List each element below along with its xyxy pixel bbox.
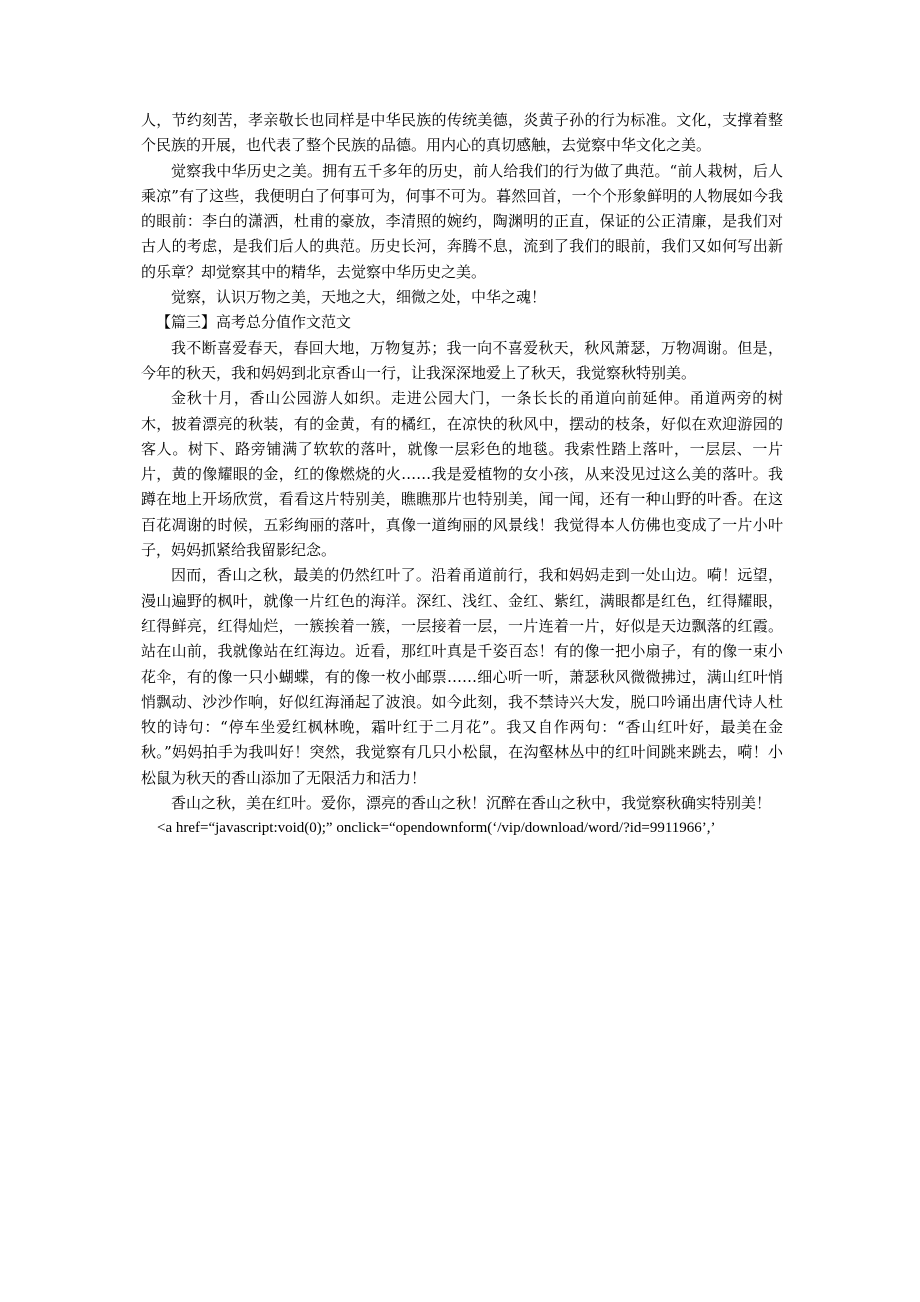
paragraph-closing: 香山之秋，美在红叶。爱你，漂亮的香山之秋！沉醉在香山之秋中，我觉察秋确实特别美！ <box>171 794 772 813</box>
section-heading: 【篇三】高考总分值作文范文 <box>156 313 352 332</box>
document-body <box>141 108 783 842</box>
paragraph-golden-october: 金秋十月，香山公园游人如织。走进公园大门，一条长长的甬道向前延伸。甬道两旁的树木，披着漂亮的秋装，有的金黄，有的橘红，在凉快的秋风中，摆动的枝条，好似在欢迎游园的客人。树下、路旁铺满了软软的落叶，就像一层彩色的地毯。我索性踏上落叶，一层层、一片片，黄的像耀眼的金，红的像燃烧的火……我是爱植物的女小孩，从来没见过这么美的落叶。我蹲在地上开场欣赏，看看这片特别美，瞧瞧那片也特别美，闻一闻，还有一种山野的叶香。在这百花凋谢的时候，五彩绚丽的落叶，真像一道绚丽的风景线！我觉得本人仿佛也变成了一片小叶子，妈妈抓紧给我留影纪念。 <box>141 389 783 560</box>
paragraph-summary: 觉察，认识万物之美，天地之大，细微之处，中华之魂！ <box>171 288 547 307</box>
paragraph-intro-autumn: 我不断喜爱春天，春回大地，万物复苏；我一向不喜爱秋天，秋风萧瑟，万物凋谢。但是，今年的秋天，我和妈妈到北京香山一行，让我深深地爱上了秋天，我觉察秋特别美。 <box>141 338 783 382</box>
paragraph-history-beauty: 觉察我中华历史之美。拥有五千多年的历史，前人给我们的行为做了典范。“前人栽树，后人乘凉”有了这些，我便明白了何事可为，何事不可为。暮然回首，一个个形象鲜明的人物展如今我的眼前：李白的潇洒，杜甫的豪放，李清照的婉约，陶渊明的正直，保证的公正清廉，是我们对古人的考虑，是我们后人的典范。历史长河，奔腾不息，流到了我们的眼前，我们又如何写出新的乐章？却觉察其中的精华，去觉察中华历史之美。 <box>141 161 783 281</box>
paragraph-culture-conclusion: 人，节约刻苦，孝亲敬长也同样是中华民族的传统美德，炎黄子孙的行为标准。文化，支撑着整个民族的开展，也代表了整个民族的品德。用内心的真切感触，去觉察中华文化之美。 <box>141 111 783 155</box>
paragraph-red-leaves: 因而，香山之秋，最美的仍然红叶了。沿着甬道前行，我和妈妈走到一处山边。嗬！远望，漫山遍野的枫叶，就像一片红色的海洋。深红、浅红、金红、紫红，满眼都是红色，红得耀眼，红得鲜亮，红得灿烂，一簇挨着一簇，一层接着一层，一片连着一片，好似是天边飘落的红霞。站在山前，我就像站在红海边。近看，那红叶真是千姿百态！有的像一把小扇子，有的像一束小花伞，有的像一只小蝴蝶，有的像一枚小邮票……细心听一听，萧瑟秋风微微拂过，满山红叶悄悄飘动、沙沙作响，好似红海涌起了波浪。如今此刻，我不禁诗兴大发，脱口吟诵出唐代诗人杜牧的诗句：“停车坐爱红枫林晚，霜叶红于二月花”。我又自作两句：“香山红叶好，最美在金秋。”妈妈拍手为我叫好！突然，我觉察有几只小松鼠，在沟壑林丛中的红叶间跳来跳去，嗬！小松鼠为秋天的香山添加了无限活力和活力！ <box>141 566 783 787</box>
html-code-line: <a href=“javascript:void(0);” onclick=“opendownform(‘/vip/download/word/?id=9911966’,’ <box>157 820 716 837</box>
